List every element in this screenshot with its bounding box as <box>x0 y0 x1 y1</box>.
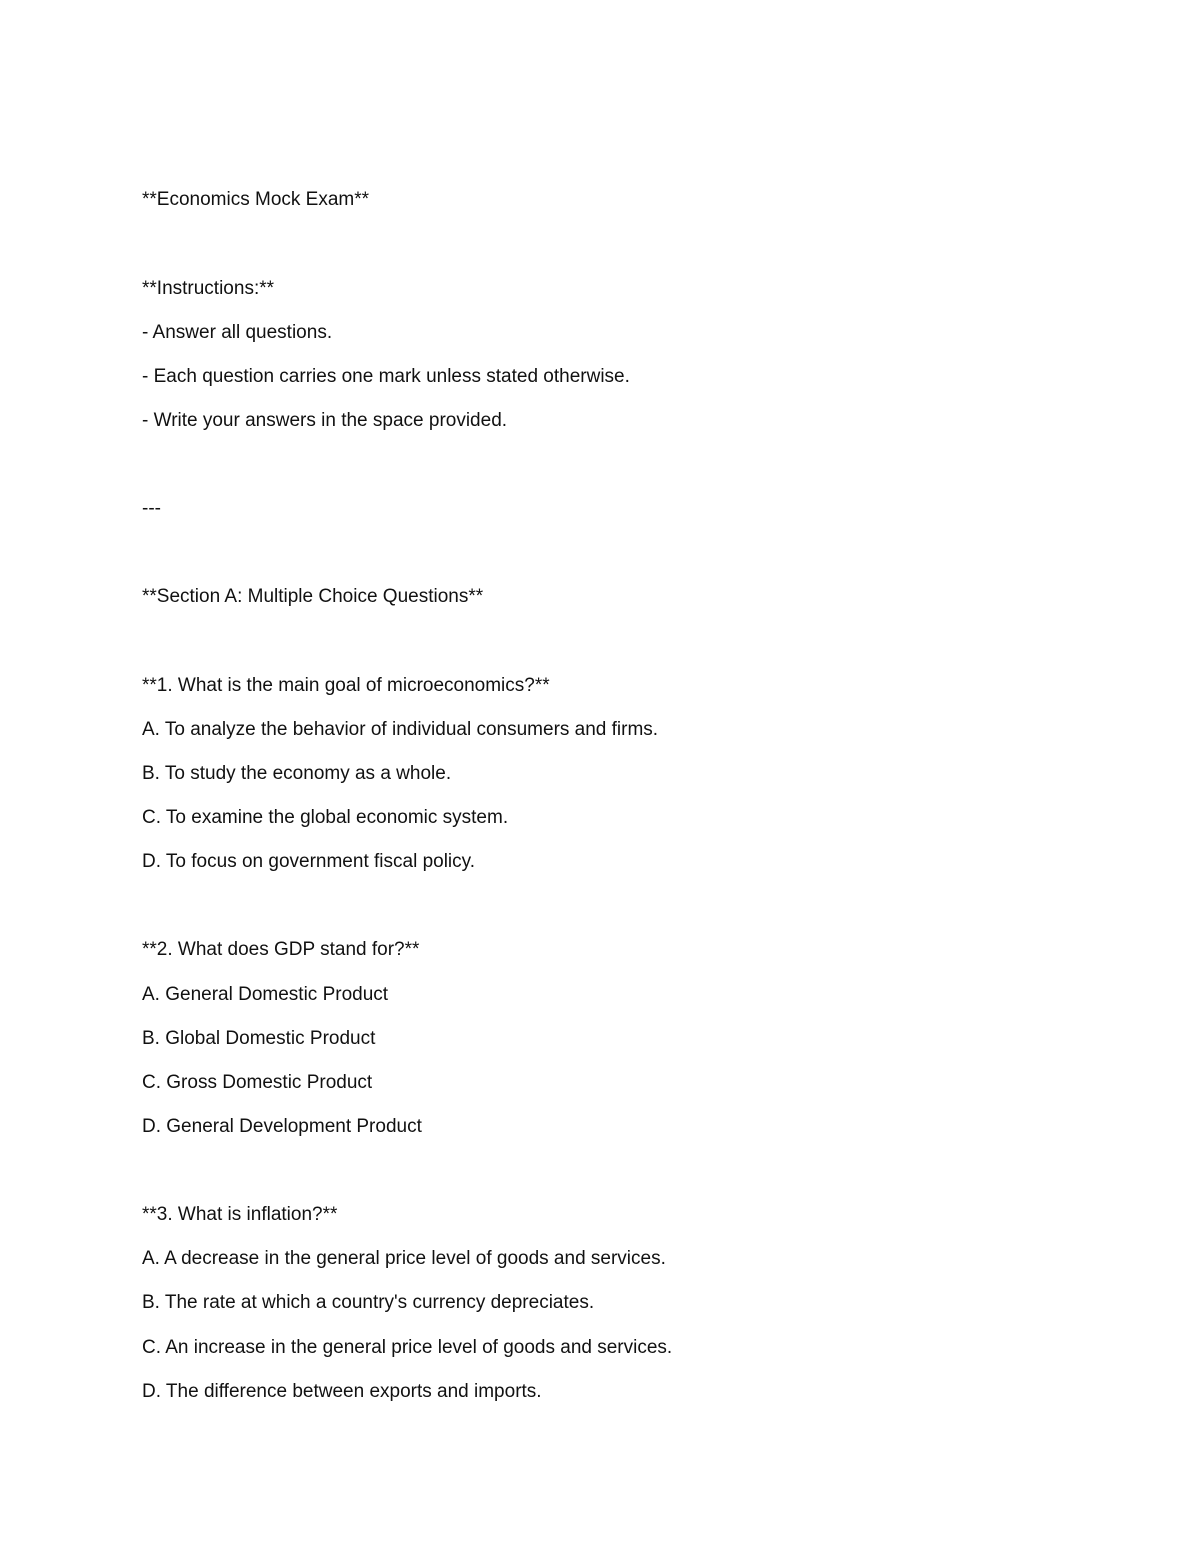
answer-option: A. A decrease in the general price level of goods and services. <box>142 1248 666 1269</box>
answer-option: D. To focus on government fiscal policy. <box>142 851 476 872</box>
separator: --- <box>142 498 161 519</box>
instructions-heading: **Instructions:** <box>142 278 275 299</box>
answer-option: C. To examine the global economic system. <box>142 807 509 828</box>
answer-option: B. The rate at which a country's currency depreciates. <box>142 1292 595 1313</box>
answer-option: C. An increase in the general price level of goods and services. <box>142 1337 673 1358</box>
question-prompt: **3. What is inflation?** <box>142 1204 338 1225</box>
answer-option: A. To analyze the behavior of individual consumers and firms. <box>142 719 659 740</box>
section-a-heading: **Section A: Multiple Choice Questions** <box>142 586 484 607</box>
instruction-item: - Write your answers in the space provided. <box>142 410 508 431</box>
answer-option: B. Global Domestic Product <box>142 1028 376 1049</box>
question-prompt: **2. What does GDP stand for?** <box>142 939 420 960</box>
instruction-item: - Each question carries one mark unless stated otherwise. <box>142 366 630 387</box>
instruction-item: - Answer all questions. <box>142 322 333 343</box>
answer-option: D. The difference between exports and imports. <box>142 1381 542 1402</box>
exam-title: **Economics Mock Exam** <box>142 189 370 210</box>
answer-option: A. General Domestic Product <box>142 984 389 1005</box>
answer-option: C. Gross Domestic Product <box>142 1072 373 1093</box>
answer-option: D. General Development Product <box>142 1116 422 1137</box>
question-prompt: **1. What is the main goal of microeconomics?** <box>142 675 550 696</box>
answer-option: B. To study the economy as a whole. <box>142 763 452 784</box>
